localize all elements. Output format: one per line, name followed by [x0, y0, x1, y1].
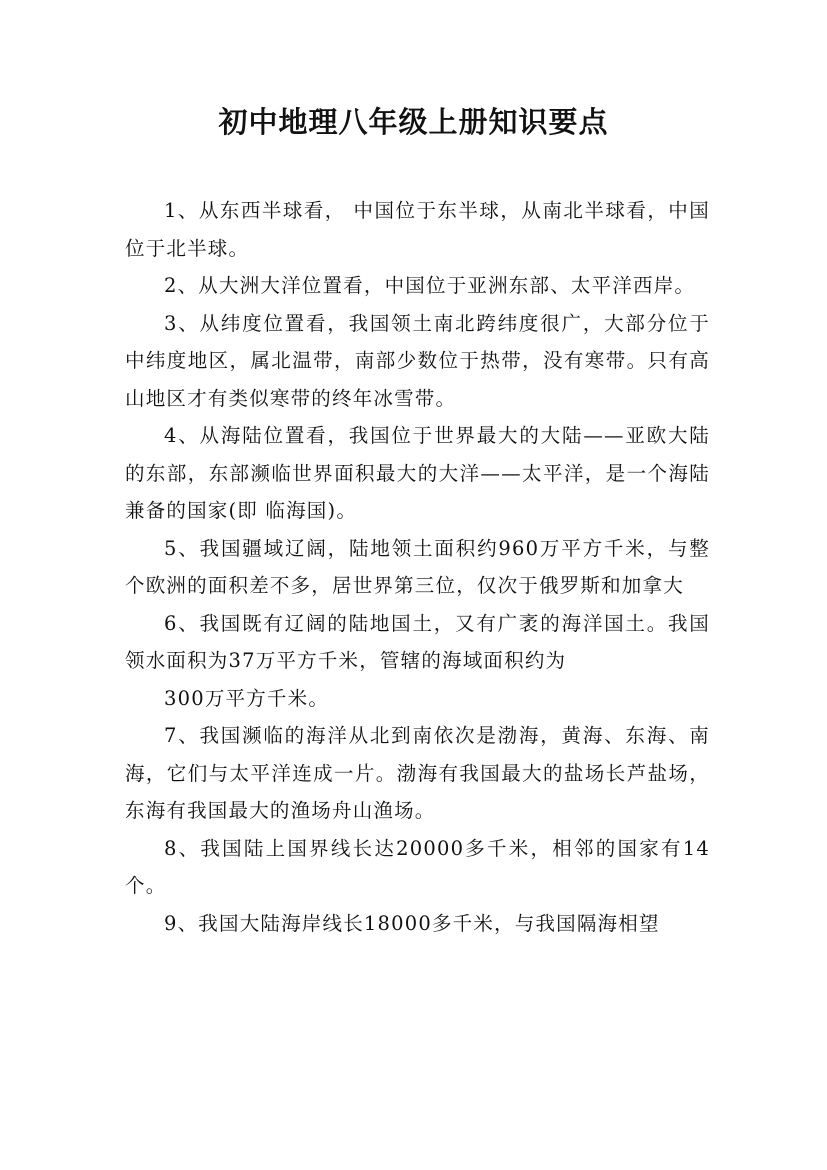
- paragraph-2: 2、从大洲大洋位置看，中国位于亚洲东部、太平洋西岸。: [164, 274, 696, 297]
- paragraph-6: 6、我国既有辽阔的陆地国土，又有广袤的海洋国土。我国领水面积为37万平方千米，管辖的海域面积约为: [125, 611, 710, 672]
- paragraph-6-continued: 300万平方千米。: [164, 686, 330, 710]
- paragraph-9: 9、我国大陆海岸线长18000多千米，与我国隔海相望: [164, 911, 660, 935]
- paragraph-8: 8、我国陆上国界线长达20000多千米，相邻的国家有14个。: [125, 836, 710, 897]
- paragraph-1: 1、从东西半球看， 中国位于东半球，从南北半球看，中国位于北半球。: [125, 199, 710, 260]
- paragraph-4: 4、从海陆位置看，我国位于世界最大的大陆——亚欧大陆的东部，东部濒临世界面积最大的大洋——太平洋，是一个海陆兼备的国家(即 临海国)。: [125, 424, 710, 522]
- paragraph-3: 3、从纬度位置看，我国领土南北跨纬度很广，大部分位于中纬度地区，属北温带，南部少数位于热带，没有寒带。只有高山地区才有类似寒带的终年冰雪带。: [125, 311, 710, 410]
- paragraph-7: 7、我国濒临的海洋从北到南依次是渤海，黄海、东海、南海，它们与太平洋连成一片。渤海有我国最大的盐场长芦盐场，东海有我国最大的渔场舟山渔场。: [125, 724, 710, 822]
- paragraph-5: 5、我国疆域辽阔，陆地领土面积约960万平方千米，与整个欧洲的面积差不多，居世界第三位，仅次于俄罗斯和加拿大: [125, 536, 710, 597]
- page-title: 初中地理八年级上册知识要点: [218, 105, 609, 139]
- document-body: [125, 192, 710, 942]
